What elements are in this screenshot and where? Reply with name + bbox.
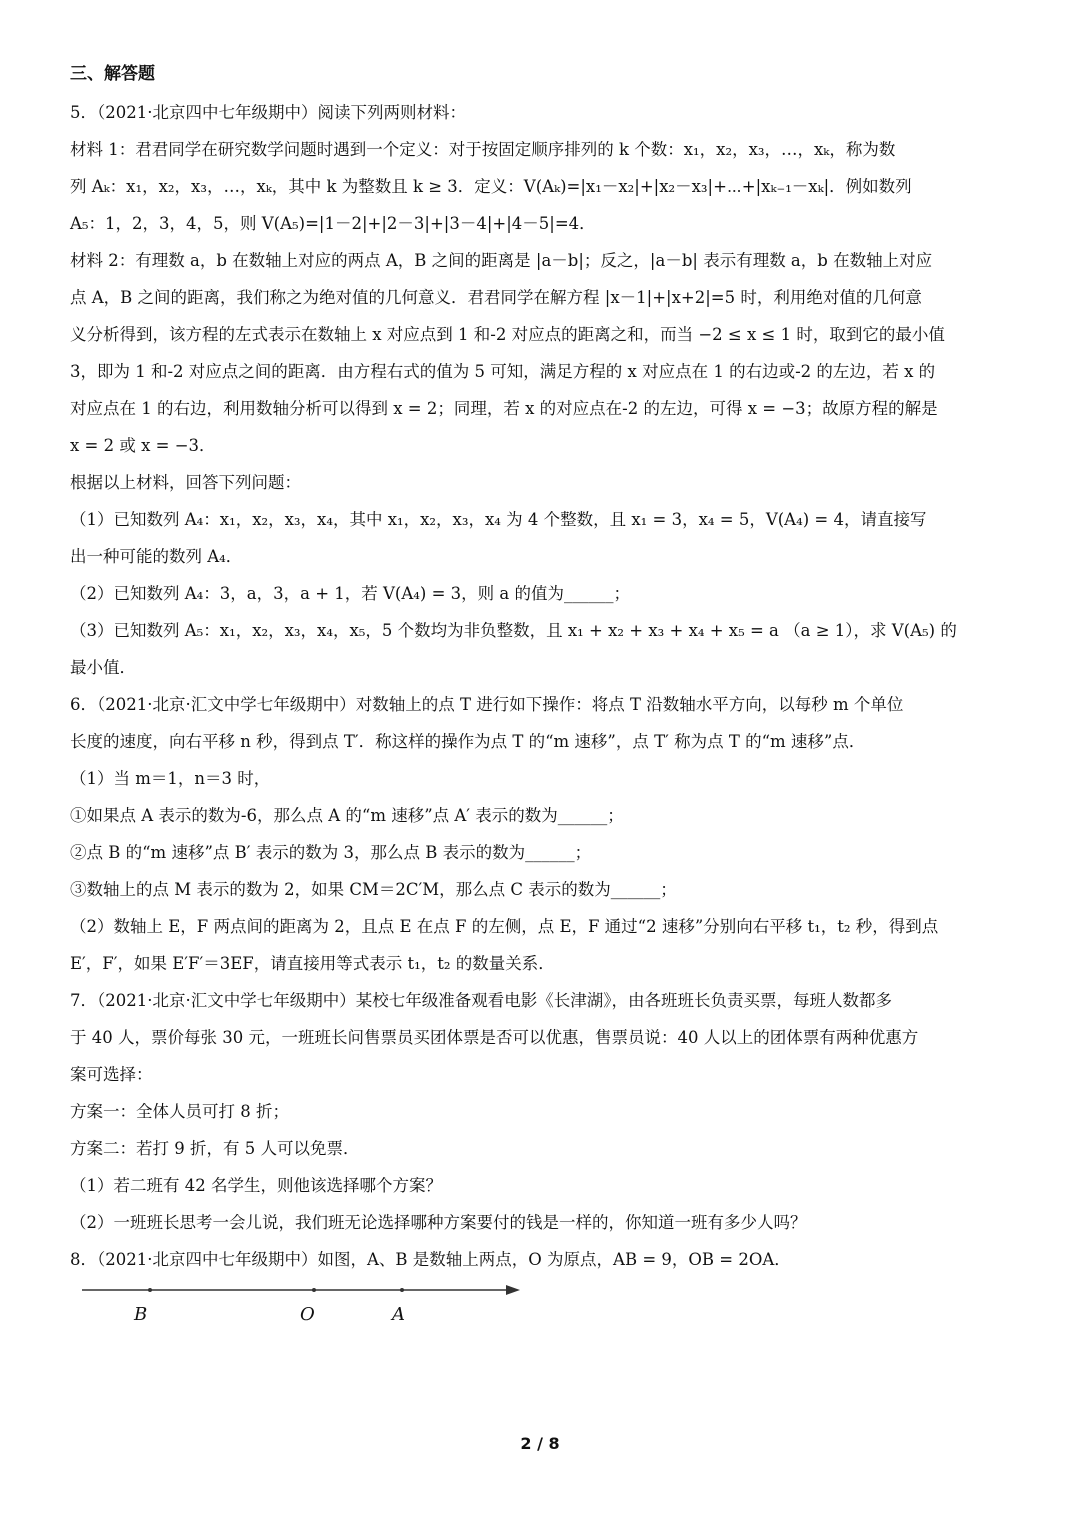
text-line: x = 2 或 x = −3．: [70, 436, 216, 455]
text-line: 义分析得到，该方程的左式表示在数轴上 x 对应点到 1 和-2 对应点的距离之和，而当 −2 ≤ x ≤ 1 时，取到它的最小值: [70, 325, 945, 344]
text-line: 材料 1：君君同学在研究数学问题时遇到一个定义：对于按固定顺序排列的 k 个数：x₁，x₂，x₃，…，xₖ，称为数: [70, 140, 896, 159]
text-line: 出一种可能的数列 A₄．: [70, 547, 243, 566]
text-line: 案可选择：: [70, 1065, 153, 1084]
text-line: 列 Aₖ：x₁，x₂，x₃，…，xₖ，其中 k 为整数且 k ≥ 3．定义：V(Aₖ)=|x₁－x₂|+|x₂－x₃|+⋯+|xₖ₋₁－xₖ|．例如数列: [70, 177, 912, 196]
point-b-label: B: [134, 1304, 148, 1325]
text-line: （3）已知数列 A₅：x₁，x₂，x₃，x₄，x₅，5 个数均为非负整数，且 x₁ + x₂ + x₃ + x₄ + x₅ = a （a ≥ 1），求 V(A₅) 的: [70, 621, 957, 640]
text-line: （2）已知数列 A₄：3，a，3，a + 1，若 V(A₄) = 3，则 a 的值为______；: [70, 584, 630, 603]
text-line: ③数轴上的点 M 表示的数为 2，如果 CM＝2C′M，那么点 C 表示的数为______；: [70, 880, 677, 899]
text-line: ①如果点 A 表示的数为-6，那么点 A 的“m 速移”点 A′ 表示的数为______；: [70, 806, 624, 825]
text-line: 材料 2：有理数 a，b 在数轴上对应的两点 A，B 之间的距离是 |a－b|；反之，|a－b| 表示有理数 a，b 在数轴上对应: [70, 251, 933, 270]
point-o-dot: [312, 1288, 316, 1292]
text-line: 最小值．: [70, 658, 136, 677]
text-lines: [70, 101, 1030, 1272]
text-line: （2）数轴上 E，F 两点间的距离为 2，且点 E 在点 F 的左侧，点 E，F 通过“2 速移”分别向右平移 t₁，t₂ 秒，得到点: [70, 917, 939, 936]
text-line: 点 A，B 之间的距离，我们称之为绝对值的几何意义．君君同学在解方程 |x－1|+|x+2|=5 时，利用绝对值的几何意: [70, 288, 922, 307]
text-line: （1）当 m＝1，n＝3 时，: [70, 769, 271, 788]
number-line-arrow: [506, 1285, 520, 1295]
text-line: （1）若二班有 42 名学生，则他该选择哪个方案？: [70, 1176, 442, 1195]
section-title: 三、解答题: [70, 64, 155, 84]
text-line: 方案二：若打 9 折，有 5 人可以免票．: [70, 1139, 360, 1158]
text-line: 对应点在 1 的右边，利用数轴分析可以得到 x = 2；同理，若 x 的对应点在-2 的左边，可得 x = −3；故原方程的解是: [70, 399, 938, 418]
text-line: 5．（2021·北京四中七年级期中）阅读下列两则材料：: [70, 103, 466, 122]
text-line: 6．（2021·北京·汇文中学七年级期中）对数轴上的点 T 进行如下操作：将点 T 沿数轴水平方向，以每秒 m 个单位: [70, 695, 904, 714]
point-o-label: O: [300, 1304, 315, 1325]
text-line: 于 40 人，票价每张 30 元，一班班长问售票员买团体票是否可以优惠，售票员说：40 人以上的团体票有两种优惠方: [70, 1028, 919, 1047]
text-line: 3，即为 1 和-2 对应点之间的距离．由方程右式的值为 5 可知，满足方程的 x 对应点在 1 的右边或-2 的左边，若 x 的: [70, 362, 936, 381]
text-line: 方案一：全体人员可打 8 折；: [70, 1102, 289, 1121]
point-a-dot: [400, 1288, 404, 1292]
text-line: 长度的速度，向右平移 n 秒，得到点 T′．称这样的操作为点 T 的“m 速移”，点 T′ 称为点 T 的“m 速移”点．: [70, 732, 866, 751]
number-line-figure: [80, 1280, 540, 1334]
point-a-label: A: [392, 1304, 405, 1325]
point-b-dot: [148, 1288, 152, 1292]
text-line: （1）已知数列 A₄：x₁，x₂，x₃，x₄，其中 x₁，x₂，x₃，x₄ 为 4 个整数，且 x₁ = 3，x₄ = 5，V(A₄) = 4，请直接写: [70, 510, 927, 529]
text-line: A₅：1，2，3，4，5，则 V(A₅)=|1－2|+|2－3|+|3－4|+|4－5|=4．: [70, 214, 596, 233]
text-line: ②点 B 的“m 速移”点 B′ 表示的数为 3，那么点 B 表示的数为______；: [70, 843, 592, 862]
text-line: （2）一班班长思考一会儿说，我们班无论选择哪种方案要付的钱是一样的，你知道一班有多少人吗？: [70, 1213, 807, 1232]
text-line: E′，F′，如果 E′F′＝3EF，请直接用等式表示 t₁，t₂ 的数量关系．: [70, 954, 555, 973]
page-number: 2 / 8: [520, 1434, 560, 1453]
document-content: [70, 62, 1030, 1334]
text-line: 根据以上材料，回答下列问题：: [70, 473, 301, 492]
text-line: 8．（2021·北京四中七年级期中）如图，A、B 是数轴上两点，O 为原点，AB = 9，OB = 2OA．: [70, 1250, 791, 1269]
text-line: 7．（2021·北京·汇文中学七年级期中）某校七年级准备观看电影《长津湖》，由各班班长负责买票，每班人数都多: [70, 991, 892, 1010]
